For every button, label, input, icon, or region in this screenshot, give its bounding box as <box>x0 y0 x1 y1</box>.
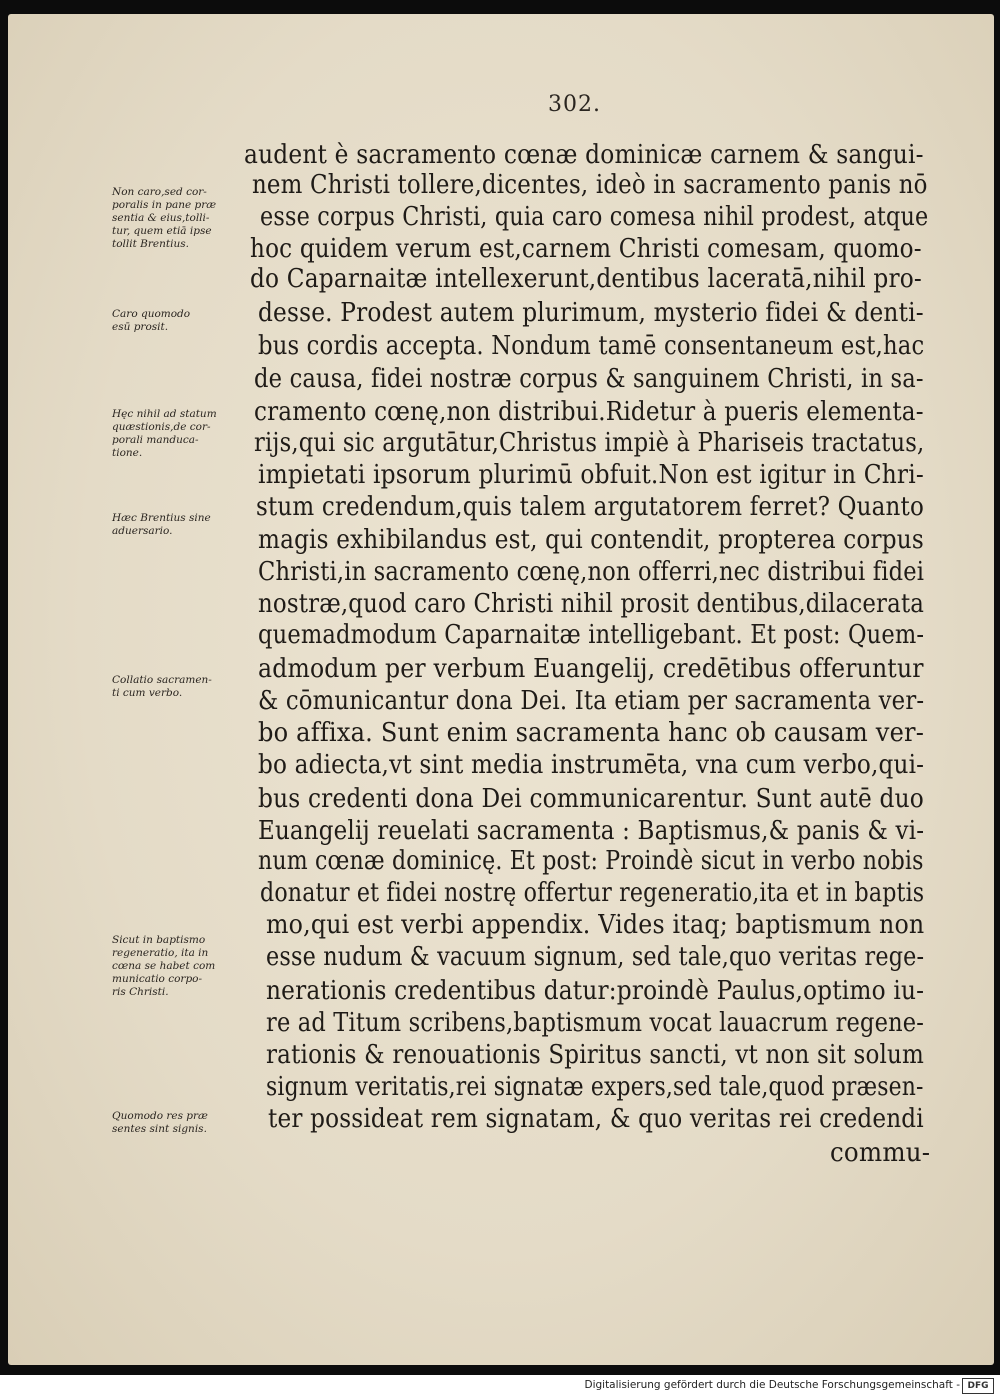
margin-note-line: tione. <box>112 447 143 459</box>
margin-note-line: aduersario. <box>112 525 173 537</box>
text-line: nem Christi tollere,dicentes, ideò in sacramento panis nō <box>252 169 928 200</box>
text-line: mo,qui est verbi appendix. Vides itaq; baptismum non <box>266 909 925 940</box>
text-line: signum veritatis,rei signatæ expers,sed tale,quod præsen- <box>266 1071 924 1102</box>
margin-note-line: Collatio sacramen- <box>112 674 212 686</box>
margin-note-line: porali manduca- <box>112 434 199 446</box>
text-line: audent è sacramento cœnæ dominicæ carnem & sangui- <box>244 139 924 170</box>
text-line: Euangelij reuelati sacramenta : Baptismus,& panis & vi- <box>258 815 925 846</box>
margin-note-line: regeneratio, ita in <box>112 947 209 959</box>
text-line: ter possideat rem signatam, & quo veritas rei credendi <box>268 1103 924 1134</box>
text-line: donatur et fidei nostrę offertur regeneratio,ita et in baptis <box>260 877 925 908</box>
text-line: stum credendum,quis talem argutatorem ferret? Quanto <box>256 491 924 522</box>
margin-note <box>112 308 272 334</box>
text-line: commu- <box>830 1137 931 1168</box>
text-line: do Caparnaitæ intellexerunt,dentibus laceratā,nihil pro- <box>250 263 922 294</box>
margin-note <box>112 1110 272 1136</box>
text-line: bo adiecta,vt sint media instrumēta, vna cum verbo,qui- <box>258 749 925 780</box>
text-line: esse nudum & vacuum signum, sed tale,quo veritas rege- <box>266 941 925 972</box>
text-line: bo affixa. Sunt enim sacramenta hanc ob causam ver- <box>258 717 925 748</box>
margin-note-line: esū prosit. <box>112 321 169 333</box>
text-line: num cœnæ dominicę. Et post: Proindè sicut in verbo nobis <box>258 845 924 876</box>
text-line: rationis & renouationis Spiritus sancti, vt non sit solum <box>266 1039 925 1070</box>
margin-note-line: poralis in pane præ <box>112 199 217 211</box>
margin-note <box>112 934 272 999</box>
text-line: nostræ,quod caro Christi nihil prosit dentibus,dilacerata <box>258 588 925 619</box>
text-line: esse corpus Christi, quia caro comesa nihil prodest, atque <box>260 201 929 232</box>
margin-note-line: Hęc nihil ad statum <box>112 408 217 420</box>
margin-note-line: cœna se habet com <box>112 960 216 972</box>
text-line: desse. Prodest autem plurimum, mysterio fidei & denti- <box>258 297 924 328</box>
text-line: bus credenti dona Dei communicarentur. Sunt autē duo <box>258 783 924 814</box>
text-line: re ad Titum scribens,baptismum vocat lauacrum regene- <box>266 1007 925 1038</box>
text-line: hoc quidem verum est,carnem Christi comesam, quomo- <box>250 233 922 264</box>
margin-note-line: Quomodo res præ <box>112 1110 208 1122</box>
text-line: nerationis credentibus datur:proindè Paulus,optimo iu- <box>266 975 925 1006</box>
text-line: bus cordis accepta. Nondum tamē consentaneum est,hac <box>258 330 925 361</box>
margin-note <box>112 512 272 538</box>
text-line: impietati ipsorum plurimū obfuit.Non est igitur in Chri- <box>258 459 924 490</box>
text-line: admodum per verbum Euangelij, credētibus offeruntur <box>258 653 924 684</box>
footer-bar <box>0 1375 1000 1395</box>
margin-note-line: Sicut in baptismo <box>112 934 206 946</box>
dfg-logo: DFG <box>962 1378 994 1394</box>
text-line: Christi,in sacramento cœnę,non offerri,nec distribui fidei <box>258 556 925 587</box>
margin-note <box>112 674 272 700</box>
text-line: rijs,qui sic argutātur,Christus impiè à Phariseis tractatus, <box>254 427 925 458</box>
margin-note <box>112 408 272 460</box>
margin-note-line: sentia & eius,tolli- <box>112 212 210 224</box>
text-line: quemadmodum Caparnaitæ intelligebant. Et post: Quem- <box>258 619 925 650</box>
margin-note-line: ti cum verbo. <box>112 687 183 699</box>
margin-note-line: Non caro,sed cor- <box>112 186 207 198</box>
margin-note-line: quæstionis,de cor- <box>112 421 211 433</box>
page-number: 302. <box>548 92 601 117</box>
margin-note-line: ris Christi. <box>112 986 169 998</box>
margin-note <box>112 186 272 251</box>
margin-note-line: municatio corpo- <box>112 973 203 985</box>
footer-credit: Digitalisierung gefördert durch die Deutsche Forschungsgemeinschaft - <box>584 1379 960 1391</box>
text-line: cramento cœnę,non distribui.Ridetur à pueris elementa- <box>254 396 924 427</box>
text-line: magis exhibilandus est, qui contendit, propterea corpus <box>258 524 924 555</box>
margin-note-line: tur, quem etiā ipse <box>112 225 212 237</box>
margin-note-line: tollit Brentius. <box>112 238 189 250</box>
text-line: de causa, fidei nostræ corpus & sanguinem Christi, in sa- <box>254 363 924 394</box>
margin-note-line: Hæc Brentius sine <box>112 512 211 524</box>
margin-note-line: sentes sint signis. <box>112 1123 207 1135</box>
margin-note-line: Caro quomodo <box>112 308 191 320</box>
text-line: & cōmunicantur dona Dei. Ita etiam per sacramenta ver- <box>258 685 925 716</box>
